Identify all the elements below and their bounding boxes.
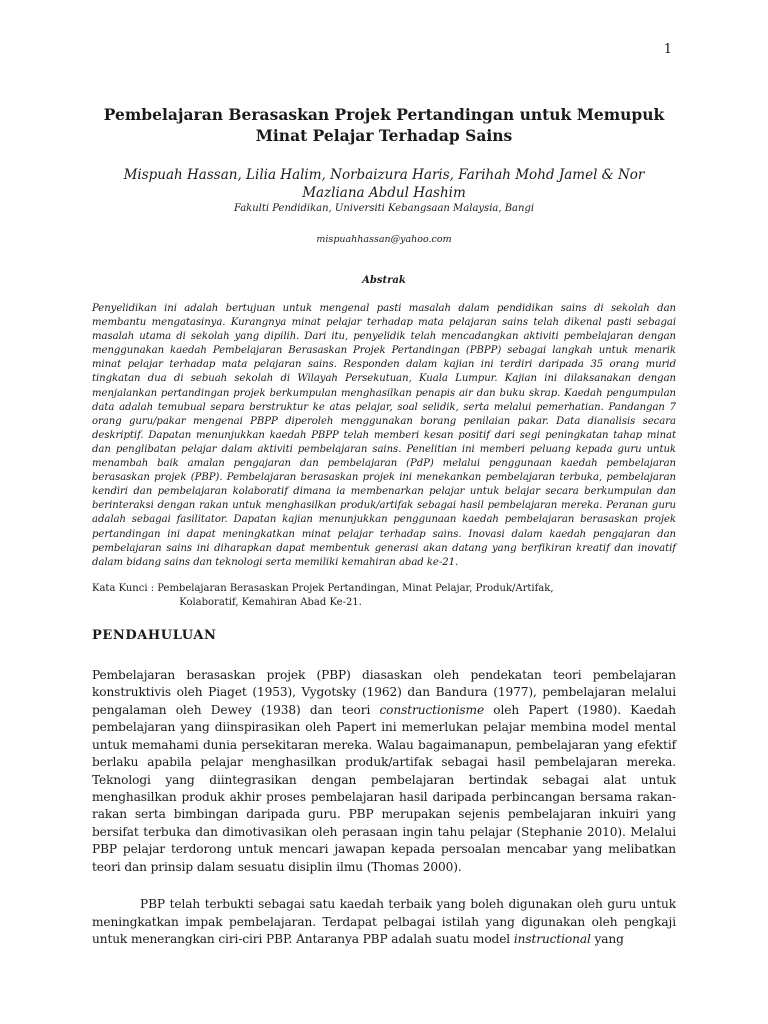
keywords-line-2: Kolaboratif, Kemahiran Abad Ke-21. (179, 596, 362, 608)
author-email: mispuahhassan@yahoo.com (316, 234, 452, 245)
keywords-list (157, 582, 553, 610)
paragraph-1-italic-term: constructionisme (379, 702, 485, 717)
keywords-label: Kata Kunci : (92, 582, 158, 594)
paragraph-1-text-b: oleh Papert (1980). Kaedah pembelajaran yang diinspirasikan oleh Papert ini memerlukan pelajar membina model mental untuk memahami dunia persekitaran mereka. Walau bagaimanapun, pembelajaran yang efektif berlaku apabila pelajar menghasilkan produk/artifak sebagai hasil pembelajaran mereka. Teknologi yang diintegrasikan dengan pembelajaran bertindak sebagai alat untuk menghasilkan produk akhir proses pembelajaran hasil daripada perbincangan bersama rakan-rakan serta bimbingan daripada guru. PBP merupakan sejenis pembelajaran inkuiri yang bersifat terbuka dan dimotivasikan oleh perasaan ingin tahu pelajar (Stephanie 2010). Melalui PBP pelajar terdorong untuk mencari jawapan kepada persoalan mencabar yang melibatkan teori dan prinsip dalam sesuatu disiplin ilmu (Thomas 2000). (92, 702, 676, 874)
keywords (92, 582, 676, 610)
body-paragraph-2 (92, 896, 676, 948)
section-heading: PENDAHULUAN (92, 627, 217, 643)
paper-title: Pembelajaran Berasaskan Projek Pertandingan untuk Memupuk Minat Pelajar Terhadap Sains (103, 105, 665, 145)
page-number: 1 (663, 42, 672, 57)
body-paragraph-1 (92, 667, 676, 876)
abstract-body: Penyelidikan ini adalah bertujuan untuk mengenal pasti masalah dalam pendidikan sains di sekolah dan membantu mengatasinya. Kurangnya minat pelajar terhadap mata pelajaran sains telah dikenal pasti sebagai masalah utama di sekolah yang dipilih. Dari itu, penyelidik telah mencadangkan aktiviti pembelajaran dengan menggunakan kaedah Pembelajaran Berasaskan Projek Pertandingan (PBPP) sebagai langkah untuk menarik minat pelajar terhadap mata pelajaran sains. Responden dalam kajian ini terdiri daripada 35 orang murid tingkatan dua di sebuah sekolah di Wilayah Persekutuan, Kuala Lumpur. Kajian ini dilaksanakan dengan menjalankan pertandingan projek berkumpulan menghasilkan penapis air dan buku skrap. Kaedah pengumpulan data adalah temubual separa berstruktur ke atas pelajar, soal selidik, serta melalui pemerhatian. Pandangan 7 orang guru/pakar mengenai PBPP diperoleh menggunakan borang penilaian pakar. Data dianalisis secara deskriptif. Dapatan menunjukkan kaedah PBPP telah memberi kesan positif dari segi peningkatan tahap minat dan penglibatan pelajar dalam aktiviti pembelajaran sains. Penelitian ini memberi peluang kepada guru untuk menambah baik amalan pengajaran dan pembelajaran (PdP) melalui penggunaan kaedah pembelajaran berasaskan projek (PBP). Pembelajaran berasaskan projek ini menekankan pembelajaran terbuka, pembelajaran kendiri dan pembelajaran kolaboratif dimana ia membenarkan pelajar untuk belajar secara berkumpulan dan berinteraksi dengan rakan untuk menghasilkan produk/artifak sebagai hasil pembelajaran mereka. Peranan guru adalah sebagai fasilitator. Dapatan kajian menunjukkan penggunaan kaedah pembelajaran berasaskan projek pertandingan ini dapat meningkatkan minat pelajar terhadap sains. Inovasi dalam kaedah pengajaran dan pembelajaran sains ini diharapkan dapat membentuk generasi akan datang yang berfikiran kreatif dan inovatif dalam bidang sains dan teknologi serta memiliki kemahiran abad ke-21. (92, 303, 676, 568)
abstract-heading: Abstrak (362, 275, 406, 286)
paragraph-2-italic-term: instructional (513, 932, 591, 947)
affiliation: Fakulti Pendidikan, Universiti Kebangsaan Malaysia, Bangi (233, 203, 535, 214)
author-list: Mispuah Hassan, Lilia Halim, Norbaizura Haris, Farihah Mohd Jamel & Nor Mazliana Abdul Hashim (123, 167, 645, 201)
paragraph-1-text-a: Pembelajaran berasaskan projek (PBP) diasaskan oleh pendekatan teori pembelajaran konstruktivis oleh Piaget (1953), Vygotsky (1962) dan Bandura (1977), pembelajaran melalui pengalaman oleh Dewey (1938) dan teori (92, 667, 676, 717)
keywords-line-1: Pembelajaran Berasaskan Projek Pertandingan, Minat Pelajar, Produk/Artifak, (157, 582, 554, 594)
paragraph-2-text-b: yang (590, 932, 624, 947)
paragraph-2-text-a: PBP telah terbukti sebagai satu kaedah terbaik yang boleh digunakan oleh guru untuk meningkatkan impak pembelajaran. Terdapat pelbagai istilah yang digunakan oleh pengkaji untuk menerangkan ciri-ciri PBP. Antaranya PBP adalah suatu model (92, 897, 676, 947)
paper-page (92, 104, 676, 949)
